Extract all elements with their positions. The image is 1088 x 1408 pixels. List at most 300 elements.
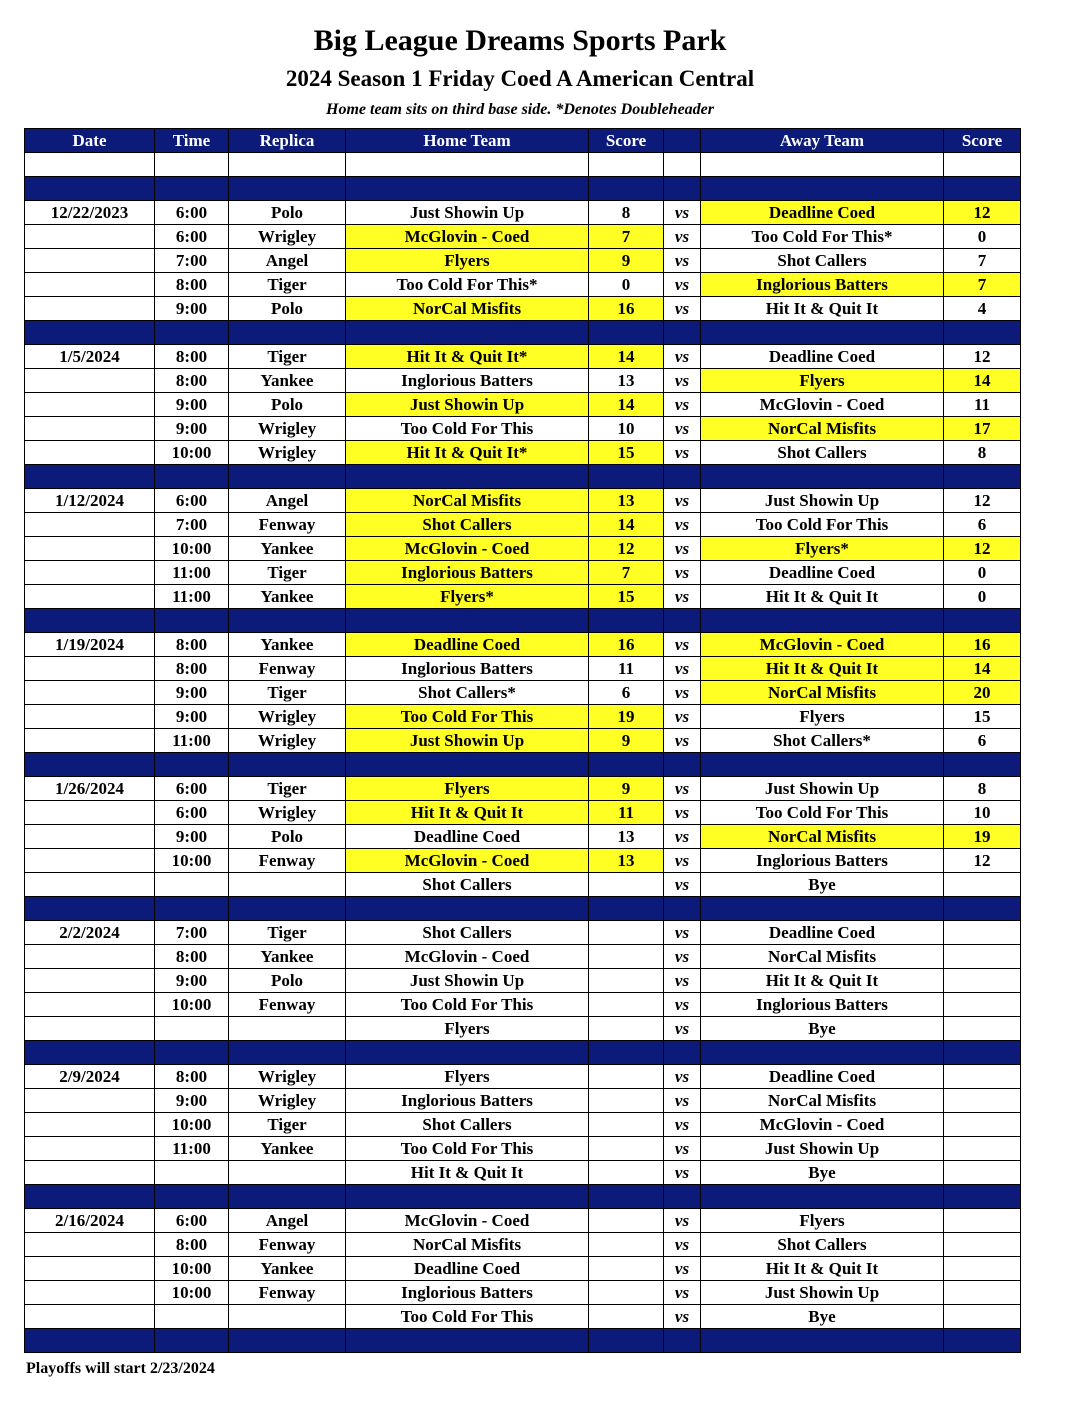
replica-cell: Yankee <box>229 369 346 393</box>
home-score-cell: 12 <box>589 537 664 561</box>
away-score-cell: 0 <box>944 225 1021 249</box>
away-team-cell: Deadline Coed <box>701 345 944 369</box>
time-cell: 10:00 <box>155 993 229 1017</box>
vs-cell: vs <box>664 297 701 321</box>
away-score-cell: 12 <box>944 345 1021 369</box>
vs-cell: vs <box>664 561 701 585</box>
game-row <box>25 201 1021 225</box>
home-score-cell <box>589 1137 664 1161</box>
time-cell: 10:00 <box>155 441 229 465</box>
game-row <box>25 1161 1021 1185</box>
away-score-cell: 12 <box>944 849 1021 873</box>
home-score-cell <box>589 1161 664 1185</box>
date-cell <box>25 873 155 897</box>
away-score-cell <box>944 1065 1021 1089</box>
col-header-away-score: Score <box>944 129 1021 153</box>
date-cell: 1/12/2024 <box>25 489 155 513</box>
game-row <box>25 441 1021 465</box>
game-row <box>25 849 1021 873</box>
date-cell <box>25 585 155 609</box>
vs-cell: vs <box>664 249 701 273</box>
game-row <box>25 1089 1021 1113</box>
game-row <box>25 417 1021 441</box>
replica-cell: Yankee <box>229 537 346 561</box>
date-cell <box>25 393 155 417</box>
replica-cell: Polo <box>229 201 346 225</box>
vs-cell: vs <box>664 969 701 993</box>
away-team-cell: Shot Callers* <box>701 729 944 753</box>
time-cell: 8:00 <box>155 369 229 393</box>
away-team-cell: Flyers <box>701 369 944 393</box>
home-score-cell: 8 <box>589 201 664 225</box>
time-cell: 9:00 <box>155 825 229 849</box>
time-cell: 8:00 <box>155 345 229 369</box>
away-score-cell: 16 <box>944 633 1021 657</box>
home-score-cell: 9 <box>589 777 664 801</box>
home-score-cell <box>589 1113 664 1137</box>
time-cell: 6:00 <box>155 489 229 513</box>
away-team-cell: Too Cold For This* <box>701 225 944 249</box>
replica-cell: Tiger <box>229 681 346 705</box>
vs-cell: vs <box>664 201 701 225</box>
replica-cell: Angel <box>229 1209 346 1233</box>
date-cell <box>25 1257 155 1281</box>
replica-cell: Yankee <box>229 1257 346 1281</box>
away-team-cell: Shot Callers <box>701 249 944 273</box>
home-team-cell: Too Cold For This <box>346 417 589 441</box>
home-score-cell: 13 <box>589 825 664 849</box>
date-cell <box>25 225 155 249</box>
date-cell <box>25 729 155 753</box>
game-row <box>25 657 1021 681</box>
replica-cell: Wrigley <box>229 729 346 753</box>
home-team-cell: Just Showin Up <box>346 393 589 417</box>
away-score-cell <box>944 1137 1021 1161</box>
vs-cell: vs <box>664 657 701 681</box>
replica-cell: Fenway <box>229 849 346 873</box>
away-score-cell: 19 <box>944 825 1021 849</box>
time-cell: 7:00 <box>155 921 229 945</box>
home-team-cell: Too Cold For This <box>346 1305 589 1329</box>
home-score-cell <box>589 1089 664 1113</box>
game-row <box>25 393 1021 417</box>
replica-cell <box>229 1305 346 1329</box>
away-team-cell: Flyers <box>701 1209 944 1233</box>
away-score-cell <box>944 993 1021 1017</box>
time-cell: 8:00 <box>155 1233 229 1257</box>
home-score-cell <box>589 1017 664 1041</box>
home-score-cell: 0 <box>589 273 664 297</box>
game-row <box>25 825 1021 849</box>
replica-cell: Tiger <box>229 273 346 297</box>
home-score-cell: 14 <box>589 345 664 369</box>
home-team-cell: Deadline Coed <box>346 1257 589 1281</box>
date-cell: 1/5/2024 <box>25 345 155 369</box>
game-row <box>25 345 1021 369</box>
date-cell <box>25 657 155 681</box>
date-cell: 2/2/2024 <box>25 921 155 945</box>
home-team-cell: Hit It & Quit It* <box>346 345 589 369</box>
week-separator-row <box>25 177 1021 201</box>
replica-cell: Polo <box>229 825 346 849</box>
home-team-cell: Hit It & Quit It <box>346 801 589 825</box>
home-team-cell: Deadline Coed <box>346 825 589 849</box>
home-team-cell: Shot Callers <box>346 1113 589 1137</box>
time-cell: 9:00 <box>155 681 229 705</box>
away-score-cell: 7 <box>944 249 1021 273</box>
home-team-cell: McGlovin - Coed <box>346 1209 589 1233</box>
schedule-table <box>24 128 1021 1353</box>
away-team-cell: Shot Callers <box>701 441 944 465</box>
home-score-cell <box>589 1281 664 1305</box>
home-team-cell: McGlovin - Coed <box>346 537 589 561</box>
away-score-cell <box>944 945 1021 969</box>
away-team-cell: Bye <box>701 873 944 897</box>
game-row <box>25 873 1021 897</box>
away-score-cell: 6 <box>944 513 1021 537</box>
home-score-cell <box>589 1305 664 1329</box>
game-row <box>25 705 1021 729</box>
home-score-cell: 11 <box>589 657 664 681</box>
game-row <box>25 1233 1021 1257</box>
replica-cell: Wrigley <box>229 705 346 729</box>
home-score-cell <box>589 1065 664 1089</box>
date-cell <box>25 297 155 321</box>
game-row <box>25 633 1021 657</box>
away-score-cell: 12 <box>944 489 1021 513</box>
col-header-away-team: Away Team <box>701 129 944 153</box>
away-team-cell: McGlovin - Coed <box>701 633 944 657</box>
home-score-cell: 16 <box>589 633 664 657</box>
time-cell: 8:00 <box>155 273 229 297</box>
replica-cell: Polo <box>229 393 346 417</box>
date-cell <box>25 1233 155 1257</box>
away-team-cell: Hit It & Quit It <box>701 297 944 321</box>
away-team-cell: NorCal Misfits <box>701 825 944 849</box>
replica-cell: Fenway <box>229 657 346 681</box>
home-team-cell: Just Showin Up <box>346 201 589 225</box>
replica-cell <box>229 873 346 897</box>
home-score-cell: 13 <box>589 489 664 513</box>
away-score-cell: 12 <box>944 201 1021 225</box>
time-cell <box>155 873 229 897</box>
away-team-cell: NorCal Misfits <box>701 417 944 441</box>
date-cell <box>25 705 155 729</box>
home-score-cell: 11 <box>589 801 664 825</box>
home-team-cell: Just Showin Up <box>346 969 589 993</box>
vs-cell: vs <box>664 1233 701 1257</box>
date-cell <box>25 249 155 273</box>
replica-cell: Tiger <box>229 345 346 369</box>
vs-cell: vs <box>664 225 701 249</box>
vs-cell: vs <box>664 537 701 561</box>
game-row <box>25 777 1021 801</box>
time-cell: 10:00 <box>155 1113 229 1137</box>
replica-cell: Tiger <box>229 777 346 801</box>
game-row <box>25 729 1021 753</box>
home-team-cell: NorCal Misfits <box>346 489 589 513</box>
home-team-cell: Hit It & Quit It <box>346 1161 589 1185</box>
replica-cell: Wrigley <box>229 225 346 249</box>
home-score-cell: 19 <box>589 705 664 729</box>
date-cell <box>25 681 155 705</box>
vs-cell: vs <box>664 921 701 945</box>
time-cell: 9:00 <box>155 969 229 993</box>
vs-cell: vs <box>664 489 701 513</box>
vs-cell: vs <box>664 1089 701 1113</box>
away-score-cell <box>944 873 1021 897</box>
date-cell <box>25 417 155 441</box>
vs-cell: vs <box>664 1137 701 1161</box>
game-row <box>25 225 1021 249</box>
date-cell: 1/19/2024 <box>25 633 155 657</box>
date-cell <box>25 441 155 465</box>
home-team-cell: Flyers <box>346 1065 589 1089</box>
game-row <box>25 1257 1021 1281</box>
home-score-cell: 14 <box>589 393 664 417</box>
vs-cell: vs <box>664 513 701 537</box>
home-team-cell: Shot Callers* <box>346 681 589 705</box>
replica-cell: Tiger <box>229 1113 346 1137</box>
replica-cell: Angel <box>229 489 346 513</box>
away-score-cell <box>944 1209 1021 1233</box>
away-team-cell: Flyers* <box>701 537 944 561</box>
away-score-cell <box>944 1089 1021 1113</box>
away-team-cell: Bye <box>701 1017 944 1041</box>
game-row <box>25 681 1021 705</box>
away-team-cell: Shot Callers <box>701 1233 944 1257</box>
home-score-cell <box>589 1257 664 1281</box>
date-cell <box>25 969 155 993</box>
vs-cell: vs <box>664 1017 701 1041</box>
game-row <box>25 1209 1021 1233</box>
time-cell: 10:00 <box>155 849 229 873</box>
week-separator-row <box>25 321 1021 345</box>
away-team-cell: Just Showin Up <box>701 1281 944 1305</box>
date-cell <box>25 369 155 393</box>
vs-cell: vs <box>664 705 701 729</box>
away-team-cell: Too Cold For This <box>701 513 944 537</box>
time-cell: 9:00 <box>155 393 229 417</box>
vs-cell: vs <box>664 393 701 417</box>
game-row <box>25 489 1021 513</box>
page-title: Big League Dreams Sports Park <box>313 24 727 57</box>
away-score-cell: 12 <box>944 537 1021 561</box>
away-score-cell <box>944 1113 1021 1137</box>
replica-cell: Yankee <box>229 585 346 609</box>
away-score-cell <box>944 1233 1021 1257</box>
home-team-cell: Too Cold For This <box>346 993 589 1017</box>
date-cell <box>25 1281 155 1305</box>
home-team-cell: NorCal Misfits <box>346 1233 589 1257</box>
away-team-cell: NorCal Misfits <box>701 1089 944 1113</box>
week-separator-row <box>25 753 1021 777</box>
time-cell: 7:00 <box>155 513 229 537</box>
game-row <box>25 249 1021 273</box>
game-row <box>25 1305 1021 1329</box>
home-team-cell: Flyers <box>346 1017 589 1041</box>
game-row <box>25 537 1021 561</box>
time-cell: 6:00 <box>155 777 229 801</box>
away-team-cell: Deadline Coed <box>701 201 944 225</box>
date-cell <box>25 1017 155 1041</box>
vs-cell: vs <box>664 681 701 705</box>
away-score-cell: 0 <box>944 585 1021 609</box>
home-team-cell: Shot Callers <box>346 873 589 897</box>
vs-cell: vs <box>664 1065 701 1089</box>
home-score-cell <box>589 969 664 993</box>
replica-cell: Fenway <box>229 1281 346 1305</box>
replica-cell: Polo <box>229 969 346 993</box>
time-cell: 10:00 <box>155 537 229 561</box>
replica-cell: Fenway <box>229 1233 346 1257</box>
away-score-cell: 0 <box>944 561 1021 585</box>
date-cell <box>25 849 155 873</box>
vs-cell: vs <box>664 273 701 297</box>
away-score-cell <box>944 1017 1021 1041</box>
replica-cell: Fenway <box>229 513 346 537</box>
home-team-cell: Shot Callers <box>346 513 589 537</box>
away-score-cell <box>944 1305 1021 1329</box>
time-cell: 9:00 <box>155 297 229 321</box>
vs-cell: vs <box>664 873 701 897</box>
vs-cell: vs <box>664 993 701 1017</box>
date-cell: 2/16/2024 <box>25 1209 155 1233</box>
home-score-cell: 9 <box>589 729 664 753</box>
home-team-cell: Shot Callers <box>346 921 589 945</box>
col-header-replica: Replica <box>229 129 346 153</box>
time-cell: 8:00 <box>155 945 229 969</box>
col-header-date: Date <box>25 129 155 153</box>
replica-cell: Yankee <box>229 945 346 969</box>
home-team-cell: Flyers <box>346 249 589 273</box>
week-separator-row <box>25 1185 1021 1209</box>
home-team-cell: McGlovin - Coed <box>346 849 589 873</box>
vs-cell: vs <box>664 369 701 393</box>
date-cell <box>25 825 155 849</box>
vs-cell: vs <box>664 777 701 801</box>
away-team-cell: Too Cold For This <box>701 801 944 825</box>
vs-cell: vs <box>664 1161 701 1185</box>
week-separator-row <box>25 897 1021 921</box>
home-team-cell: Flyers <box>346 777 589 801</box>
col-header-time: Time <box>155 129 229 153</box>
home-score-cell: 9 <box>589 249 664 273</box>
home-score-cell: 14 <box>589 513 664 537</box>
replica-cell: Tiger <box>229 921 346 945</box>
time-cell <box>155 1161 229 1185</box>
game-row <box>25 273 1021 297</box>
home-score-cell: 7 <box>589 225 664 249</box>
home-score-cell <box>589 921 664 945</box>
replica-cell: Wrigley <box>229 417 346 441</box>
time-cell: 6:00 <box>155 801 229 825</box>
away-score-cell: 20 <box>944 681 1021 705</box>
away-score-cell: 14 <box>944 657 1021 681</box>
home-team-cell: NorCal Misfits <box>346 297 589 321</box>
time-cell: 11:00 <box>155 1137 229 1161</box>
game-row <box>25 369 1021 393</box>
home-score-cell: 10 <box>589 417 664 441</box>
away-team-cell: Deadline Coed <box>701 561 944 585</box>
away-score-cell: 8 <box>944 441 1021 465</box>
home-score-cell <box>589 1209 664 1233</box>
away-score-cell <box>944 1257 1021 1281</box>
home-team-cell: Inglorious Batters <box>346 657 589 681</box>
replica-cell: Yankee <box>229 633 346 657</box>
home-team-cell: Too Cold For This <box>346 705 589 729</box>
date-cell <box>25 1305 155 1329</box>
home-team-cell: McGlovin - Coed <box>346 225 589 249</box>
time-cell <box>155 1017 229 1041</box>
away-score-cell: 4 <box>944 297 1021 321</box>
time-cell: 11:00 <box>155 561 229 585</box>
game-row <box>25 945 1021 969</box>
vs-cell: vs <box>664 345 701 369</box>
date-cell <box>25 801 155 825</box>
away-team-cell: NorCal Misfits <box>701 681 944 705</box>
replica-cell: Wrigley <box>229 801 346 825</box>
date-cell: 2/9/2024 <box>25 1065 155 1089</box>
replica-cell: Wrigley <box>229 1089 346 1113</box>
game-row <box>25 1281 1021 1305</box>
replica-cell: Wrigley <box>229 441 346 465</box>
home-team-cell: McGlovin - Coed <box>346 945 589 969</box>
blank-row <box>25 153 1021 177</box>
vs-cell: vs <box>664 729 701 753</box>
vs-cell: vs <box>664 801 701 825</box>
replica-cell <box>229 1017 346 1041</box>
home-team-cell: Inglorious Batters <box>346 1281 589 1305</box>
vs-cell: vs <box>664 1281 701 1305</box>
vs-cell: vs <box>664 1113 701 1137</box>
replica-cell: Angel <box>229 249 346 273</box>
home-score-cell: 15 <box>589 441 664 465</box>
replica-cell: Yankee <box>229 1137 346 1161</box>
home-team-cell: Too Cold For This <box>346 1137 589 1161</box>
home-score-cell: 16 <box>589 297 664 321</box>
home-team-cell: Hit It & Quit It* <box>346 441 589 465</box>
date-cell <box>25 1161 155 1185</box>
time-cell: 9:00 <box>155 417 229 441</box>
date-cell <box>25 1113 155 1137</box>
vs-cell: vs <box>664 417 701 441</box>
date-cell: 1/26/2024 <box>25 777 155 801</box>
time-cell: 8:00 <box>155 657 229 681</box>
away-score-cell: 14 <box>944 369 1021 393</box>
time-cell: 8:00 <box>155 1065 229 1089</box>
date-cell <box>25 273 155 297</box>
away-team-cell: NorCal Misfits <box>701 945 944 969</box>
col-header-home-score: Score <box>589 129 664 153</box>
time-cell: 7:00 <box>155 249 229 273</box>
replica-cell: Polo <box>229 297 346 321</box>
away-team-cell: McGlovin - Coed <box>701 393 944 417</box>
playoffs-note: Playoffs will start 2/23/2024 <box>26 1360 215 1377</box>
time-cell <box>155 1305 229 1329</box>
time-cell: 9:00 <box>155 1089 229 1113</box>
away-score-cell <box>944 921 1021 945</box>
away-team-cell: Just Showin Up <box>701 489 944 513</box>
away-score-cell <box>944 1161 1021 1185</box>
date-cell <box>25 993 155 1017</box>
home-team-cell: Inglorious Batters <box>346 561 589 585</box>
schedule-body <box>25 153 1021 1353</box>
home-score-cell: 13 <box>589 849 664 873</box>
time-cell: 11:00 <box>155 729 229 753</box>
date-cell: 12/22/2023 <box>25 201 155 225</box>
week-separator-row <box>25 1041 1021 1065</box>
